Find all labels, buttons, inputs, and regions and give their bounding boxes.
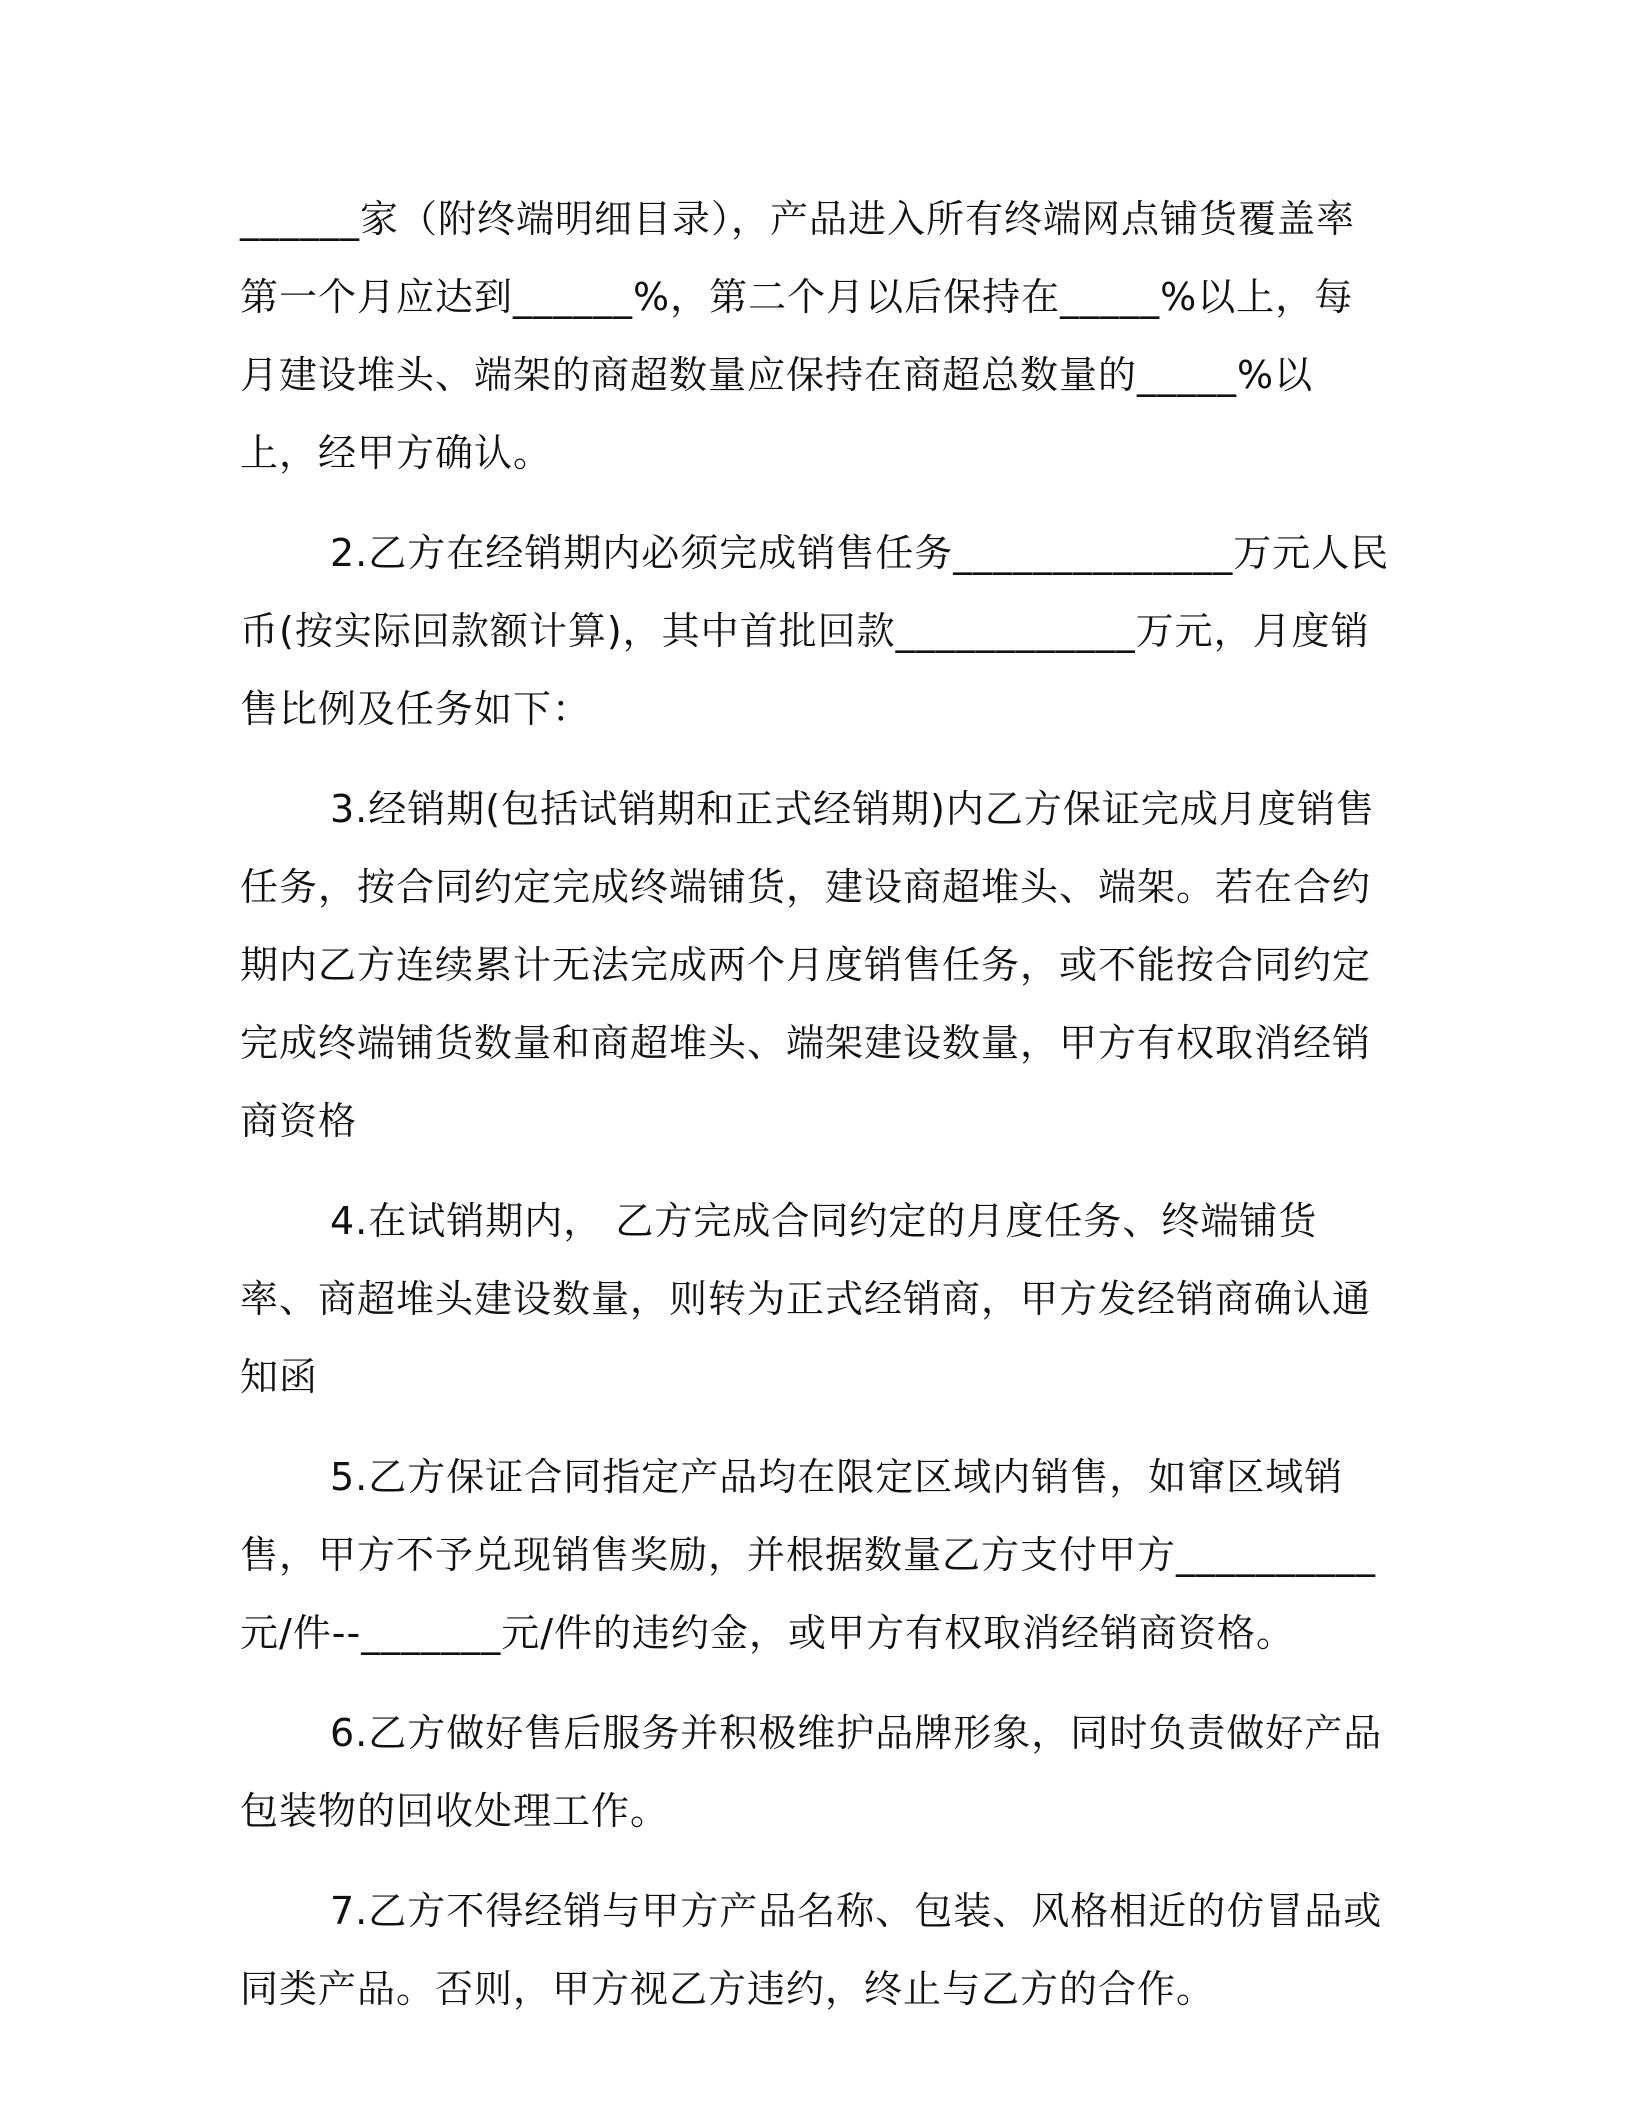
paragraph-gap <box>240 1160 1390 1182</box>
paragraph-gap <box>240 1672 1390 1694</box>
paragraph-4-trial-period: 4.在试销期内， 乙方完成合同约定的月度任务、终端铺货率、商超堆头建设数量，则转为正式经销商，甲方发经销商确认通知函 <box>240 1199 1372 1399</box>
paragraph-1-continuation: ______家（附终端明细目录），产品进入所有终端网点铺货覆盖率第一个月应达到______%，第二个月以后保持在_____%以上，每月建设堆头、端架的商超数量应保持在商超总数量的_____%以上，经甲方确认。 <box>240 197 1356 475</box>
paragraph-gap <box>240 492 1390 514</box>
paragraph-gap <box>240 1850 1390 1872</box>
paragraph-3-monthly-tasks: 3.经销期(包括试销期和正式经销期)内乙方保证完成月度销售任务，按合同约定完成终端铺货，建设商超堆头、端架。若在合约期内乙方连续累计无法完成两个月度销售任务，或不能按合同约定完成终端铺货数量和商超堆头、端架建设数量，甲方有权取消经销商资格 <box>240 787 1375 1143</box>
paragraph-6-after-sales: 6.乙方做好售后服务并积极维护品牌形象，同时负责做好产品包装物的回收处理工作。 <box>240 1711 1383 1833</box>
paragraph-gap <box>240 1416 1390 1438</box>
paragraph-5-region-restriction: 5.乙方保证合同指定产品均在限定区域内销售，如窜区域销售，甲方不予兑现销售奖励，并根据数量乙方支付甲方__________元/件--_______元/件的违约金，或甲方有权取消经销商资格。 <box>240 1455 1377 1655</box>
paragraph-gap <box>240 748 1390 770</box>
document-body <box>240 180 1390 2028</box>
paragraph-7-counterfeit: 7.乙方不得经销与甲方产品名称、包装、风格相近的仿冒品或同类产品。否则，甲方视乙方违约，终止与乙方的合作。 <box>240 1889 1383 2011</box>
paragraph-2-sales-target: 2.乙方在经销期内必须完成销售任务______________万元人民币(按实际回款额计算)，其中首批回款____________万元，月度销售比例及任务如下： <box>240 531 1390 731</box>
